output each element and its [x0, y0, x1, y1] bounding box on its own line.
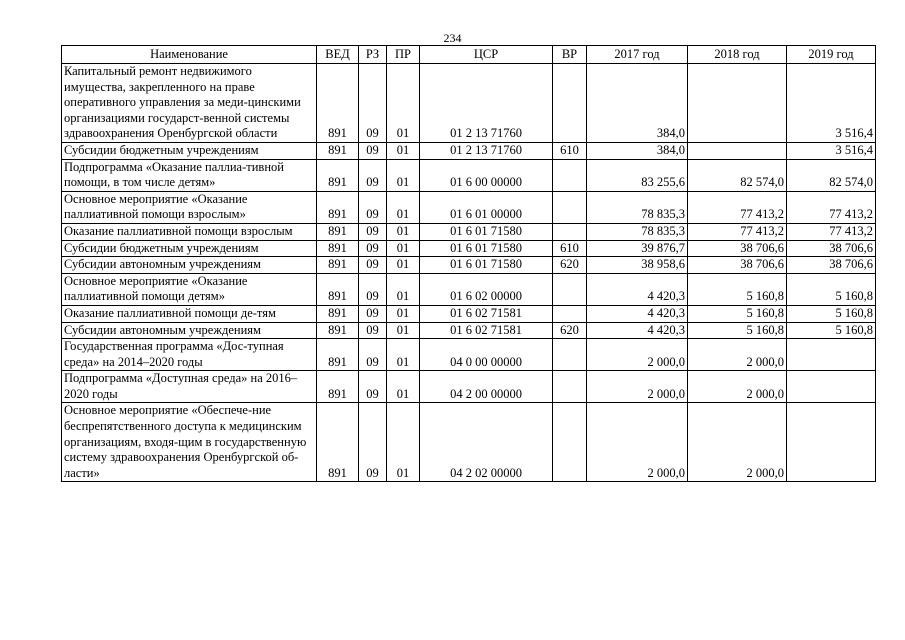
cell-2018: 38 706,6 [688, 257, 787, 274]
cell-vr [553, 273, 587, 305]
cell-vr: 610 [553, 240, 587, 257]
cell-name: Подпрограмма «Доступная среда» на 2016–2020 годы [62, 371, 317, 403]
cell-2019: 38 706,6 [787, 240, 876, 257]
cell-csr: 04 0 00 00000 [420, 339, 553, 371]
cell-2017: 2 000,0 [587, 371, 688, 403]
cell-rz: 09 [359, 240, 387, 257]
cell-2019: 5 160,8 [787, 322, 876, 339]
cell-csr: 04 2 00 00000 [420, 371, 553, 403]
cell-pr: 01 [387, 322, 420, 339]
cell-csr: 01 6 01 00000 [420, 191, 553, 223]
cell-2018: 2 000,0 [688, 403, 787, 482]
cell-rz: 09 [359, 159, 387, 191]
table-row [62, 159, 876, 191]
cell-rz: 09 [359, 273, 387, 305]
cell-2017: 78 835,3 [587, 223, 688, 240]
cell-vr: 620 [553, 257, 587, 274]
cell-csr: 01 6 01 71580 [420, 223, 553, 240]
cell-2018: 5 160,8 [688, 305, 787, 322]
cell-pr: 01 [387, 191, 420, 223]
cell-2019: 3 516,4 [787, 64, 876, 143]
table-row [62, 257, 876, 274]
cell-ved: 891 [317, 142, 359, 159]
cell-rz: 09 [359, 223, 387, 240]
cell-csr: 01 2 13 71760 [420, 142, 553, 159]
cell-rz: 09 [359, 191, 387, 223]
table-row [62, 305, 876, 322]
cell-2017: 4 420,3 [587, 273, 688, 305]
cell-pr: 01 [387, 371, 420, 403]
cell-2017: 384,0 [587, 64, 688, 143]
cell-name: Субсидии бюджетным учреждениям [62, 142, 317, 159]
cell-ved: 891 [317, 64, 359, 143]
header-row [62, 46, 876, 64]
cell-name: Государственная программа «Дос-тупная среда» на 2014–2020 годы [62, 339, 317, 371]
cell-2018: 82 574,0 [688, 159, 787, 191]
header-2018: 2018 год [688, 46, 787, 64]
cell-vr: 620 [553, 322, 587, 339]
cell-vr [553, 64, 587, 143]
cell-2019: 77 413,2 [787, 223, 876, 240]
cell-pr: 01 [387, 305, 420, 322]
cell-2017: 4 420,3 [587, 322, 688, 339]
cell-pr: 01 [387, 159, 420, 191]
cell-2018: 5 160,8 [688, 322, 787, 339]
cell-ved: 891 [317, 191, 359, 223]
cell-rz: 09 [359, 64, 387, 143]
cell-ved: 891 [317, 159, 359, 191]
header-vr: ВР [553, 46, 587, 64]
cell-2019: 3 516,4 [787, 142, 876, 159]
cell-name: Подпрограмма «Оказание паллиа-тивной помощи, в том числе детям» [62, 159, 317, 191]
table-body [62, 64, 876, 482]
table-row [62, 191, 876, 223]
header-2017: 2017 год [587, 46, 688, 64]
cell-name: Оказание паллиативной помощи де-тям [62, 305, 317, 322]
cell-pr: 01 [387, 240, 420, 257]
cell-csr: 01 6 02 00000 [420, 273, 553, 305]
header-pr: ПР [387, 46, 420, 64]
cell-2018 [688, 64, 787, 143]
page-number: 234 [443, 31, 462, 45]
cell-2017: 39 876,7 [587, 240, 688, 257]
cell-2018: 5 160,8 [688, 273, 787, 305]
budget-table [61, 45, 876, 482]
cell-rz: 09 [359, 257, 387, 274]
cell-ved: 891 [317, 371, 359, 403]
cell-vr [553, 223, 587, 240]
cell-vr [553, 191, 587, 223]
cell-rz: 09 [359, 371, 387, 403]
cell-rz: 09 [359, 142, 387, 159]
cell-name: Основное мероприятие «Обеспече-ние беспрепятственного доступа к медицинским организациям, входя-щим в государственную систему здравоохранения Оренбургской об-ласти» [62, 403, 317, 482]
cell-csr: 01 2 13 71760 [420, 64, 553, 143]
table-row [62, 240, 876, 257]
table-row [62, 403, 876, 482]
table-row [62, 322, 876, 339]
cell-ved: 891 [317, 322, 359, 339]
cell-name: Основное мероприятие «Оказание паллиативной помощи детям» [62, 273, 317, 305]
cell-pr: 01 [387, 223, 420, 240]
cell-vr [553, 159, 587, 191]
cell-2018: 38 706,6 [688, 240, 787, 257]
cell-ved: 891 [317, 305, 359, 322]
cell-2018: 2 000,0 [688, 339, 787, 371]
cell-2019: 38 706,6 [787, 257, 876, 274]
cell-pr: 01 [387, 403, 420, 482]
cell-2017: 4 420,3 [587, 305, 688, 322]
table-row [62, 339, 876, 371]
cell-2017: 384,0 [587, 142, 688, 159]
cell-vr [553, 403, 587, 482]
cell-pr: 01 [387, 257, 420, 274]
cell-ved: 891 [317, 273, 359, 305]
header-rz: РЗ [359, 46, 387, 64]
header-2019: 2019 год [787, 46, 876, 64]
cell-2018: 77 413,2 [688, 191, 787, 223]
cell-2017: 2 000,0 [587, 339, 688, 371]
cell-2019: 5 160,8 [787, 305, 876, 322]
cell-pr: 01 [387, 339, 420, 371]
cell-2017: 83 255,6 [587, 159, 688, 191]
cell-vr [553, 305, 587, 322]
cell-vr: 610 [553, 142, 587, 159]
cell-2019: 82 574,0 [787, 159, 876, 191]
cell-2018: 77 413,2 [688, 223, 787, 240]
table-row [62, 371, 876, 403]
table-row [62, 64, 876, 143]
cell-name: Оказание паллиативной помощи взрослым [62, 223, 317, 240]
cell-ved: 891 [317, 339, 359, 371]
cell-ved: 891 [317, 403, 359, 482]
cell-vr [553, 371, 587, 403]
cell-csr: 01 6 01 71580 [420, 240, 553, 257]
cell-2019: 5 160,8 [787, 273, 876, 305]
header-name: Наименование [62, 46, 317, 64]
header-ved: ВЕД [317, 46, 359, 64]
cell-pr: 01 [387, 142, 420, 159]
cell-2017: 2 000,0 [587, 403, 688, 482]
cell-csr: 01 6 02 71581 [420, 305, 553, 322]
cell-pr: 01 [387, 64, 420, 143]
table-row [62, 223, 876, 240]
header-csr: ЦСР [420, 46, 553, 64]
cell-name: Субсидии автономным учреждениям [62, 257, 317, 274]
cell-rz: 09 [359, 322, 387, 339]
cell-name: Капитальный ремонт недвижимого имущества, закрепленного на праве оперативного управления за меди-цинскими организациями государст-венной системы здравоохранения Оренбургской области [62, 64, 317, 143]
cell-csr: 01 6 00 00000 [420, 159, 553, 191]
cell-2019: 77 413,2 [787, 191, 876, 223]
cell-rz: 09 [359, 403, 387, 482]
cell-2017: 38 958,6 [587, 257, 688, 274]
cell-rz: 09 [359, 339, 387, 371]
cell-2019 [787, 403, 876, 482]
cell-name: Субсидии бюджетным учреждениям [62, 240, 317, 257]
cell-pr: 01 [387, 273, 420, 305]
cell-name: Основное мероприятие «Оказание паллиативной помощи взрослым» [62, 191, 317, 223]
cell-name: Субсидии автономным учреждениям [62, 322, 317, 339]
cell-ved: 891 [317, 223, 359, 240]
cell-csr: 01 6 01 71580 [420, 257, 553, 274]
table-row [62, 142, 876, 159]
cell-2019 [787, 339, 876, 371]
cell-vr [553, 339, 587, 371]
cell-2019 [787, 371, 876, 403]
table-row [62, 273, 876, 305]
cell-2017: 78 835,3 [587, 191, 688, 223]
cell-csr: 01 6 02 71581 [420, 322, 553, 339]
cell-rz: 09 [359, 305, 387, 322]
cell-2018: 2 000,0 [688, 371, 787, 403]
cell-ved: 891 [317, 240, 359, 257]
cell-ved: 891 [317, 257, 359, 274]
cell-2018 [688, 142, 787, 159]
cell-csr: 04 2 02 00000 [420, 403, 553, 482]
